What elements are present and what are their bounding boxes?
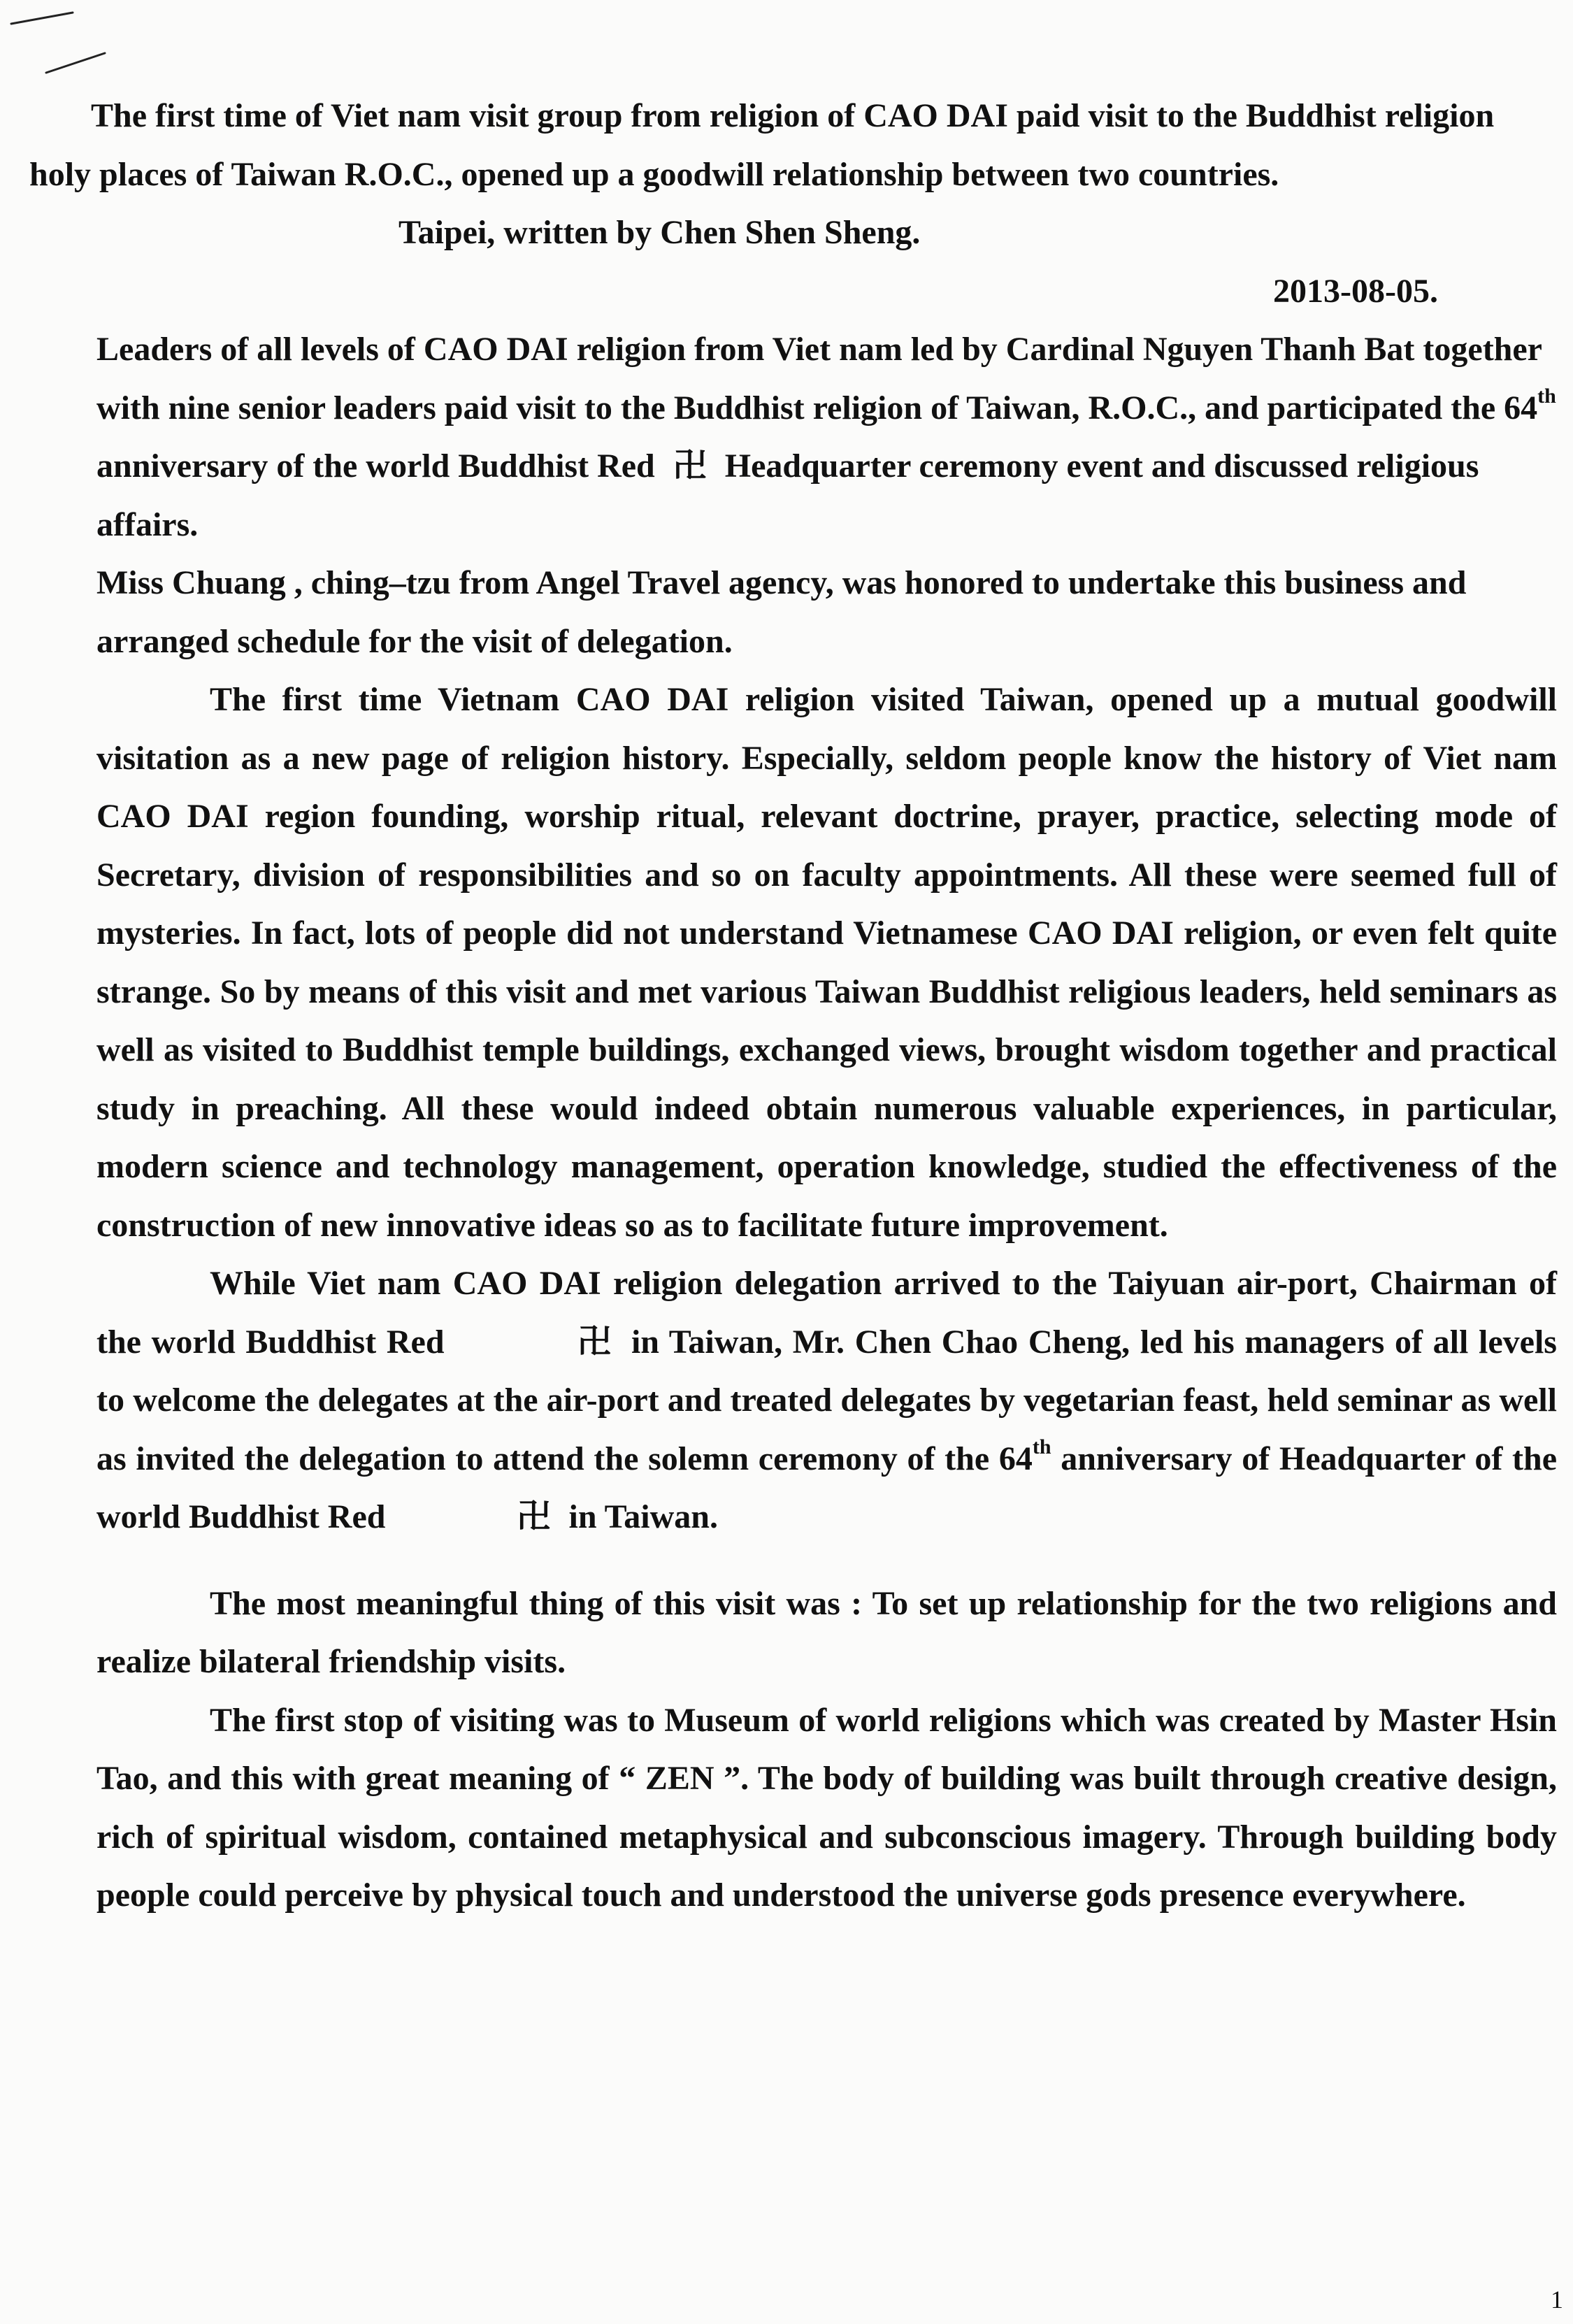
paragraph-airport-arrival bbox=[29, 1254, 1557, 1547]
swastika-glyph: 卍 bbox=[577, 1323, 612, 1361]
swastika-glyph: 卍 bbox=[673, 447, 707, 485]
document-title: The first time of Viet nam visit group from religion of CAO DAI paid visit to the Buddhist religion holy places of Taiwan R.O.C., opened up a goodwill relationship between two countries. bbox=[29, 97, 1495, 193]
paragraph-museum-visit: The first stop of visiting was to Museum of world religions which was created by Master Hsin Tao, and this with great meaning of “ ZEN ”. The body of building was built through creative design, rich of spiritual wisdom, contained metaphysical and subconscious imagery. Through building body people could perceive by physical touch and understood the universe gods presence everywhere. bbox=[96, 1701, 1557, 1914]
document-body bbox=[29, 87, 1557, 1925]
ordinal-suffix: th bbox=[1537, 384, 1556, 408]
byline: Taipei, written by Chen Shen Sheng. bbox=[398, 214, 921, 251]
paragraph-meaningful-thing: The most meaningful thing of this visit was : To set up relationship for the two religions and realize bilateral friendship visits. bbox=[96, 1584, 1557, 1680]
paragraph-leaders-text: Leaders of all levels of CAO DAI religion from Viet nam led by Cardinal Nguyen Thanh Bat together with nine senior leaders paid visit to the Buddhist religion of Taiwan, R.O.C., and participated the 64 bbox=[96, 331, 1542, 426]
paragraph-airport-text: While Viet nam CAO DAI religion delegation arrived to the Taiyuan air-port, Chairman of the world Buddhist Red bbox=[96, 1265, 1557, 1361]
paragraph-leaders-text-2: anniversary of the world Buddhist Red bbox=[96, 447, 663, 485]
paragraph-leaders bbox=[29, 320, 1557, 554]
swastika-glyph: 卍 bbox=[517, 1498, 551, 1535]
ordinal-suffix: th bbox=[1032, 1435, 1051, 1458]
paragraph-first-visit: The first time Vietnam CAO DAI religion visited Taiwan, opened up a mutual goodwill visitation as a new page of religion history. Especially, seldom people know the history of Viet nam CAO DAI region founding, worship ritual, relevant doctrine, prayer, practice, selecting mode of Secretary, division of responsibilities and so on faculty appointments. All these were seemed full of mysteries. In fact, lots of people did not understand Vietnamese CAO DAI religion, or even felt quite strange. So by means of this visit and met various Taiwan Buddhist religious leaders, held seminars as well as visited to Buddhist temple buildings, exchanged views, brought wisdom together and practical study in preaching. All these would indeed obtain numerous valuable experiences, in particular, modern science and technology management, operation knowledge, studied the effectiveness of the construction of new innovative ideas so as to facilitate future improvement. bbox=[96, 681, 1557, 1244]
date: 2013-08-05. bbox=[1273, 272, 1438, 310]
paragraph-airport-text-4: in Taiwan. bbox=[560, 1498, 718, 1535]
paragraph-airport-text-3: anniversary of Headquarter of the world Buddhist Red bbox=[96, 1440, 1558, 1535]
page-number: 1 bbox=[1551, 2286, 1563, 2314]
paragraph-travel-agency: Miss Chuang , ching–tzu from Angel Travel agency, was honored to undertake this business and arranged schedule for the visit of delegation. bbox=[96, 564, 1467, 660]
paragraph-airport-text-2: in Taiwan, Mr. Chen Chao Cheng, led his managers of all levels to welcome the delegates at the air-port and treated delegates by vegetarian feast, held seminar as well as invited the delegation to attend the solemn ceremony of the 64 bbox=[96, 1323, 1557, 1477]
paragraph-leaders-text-3: Headquarter ceremony event and discussed religious affairs. bbox=[96, 447, 1479, 543]
